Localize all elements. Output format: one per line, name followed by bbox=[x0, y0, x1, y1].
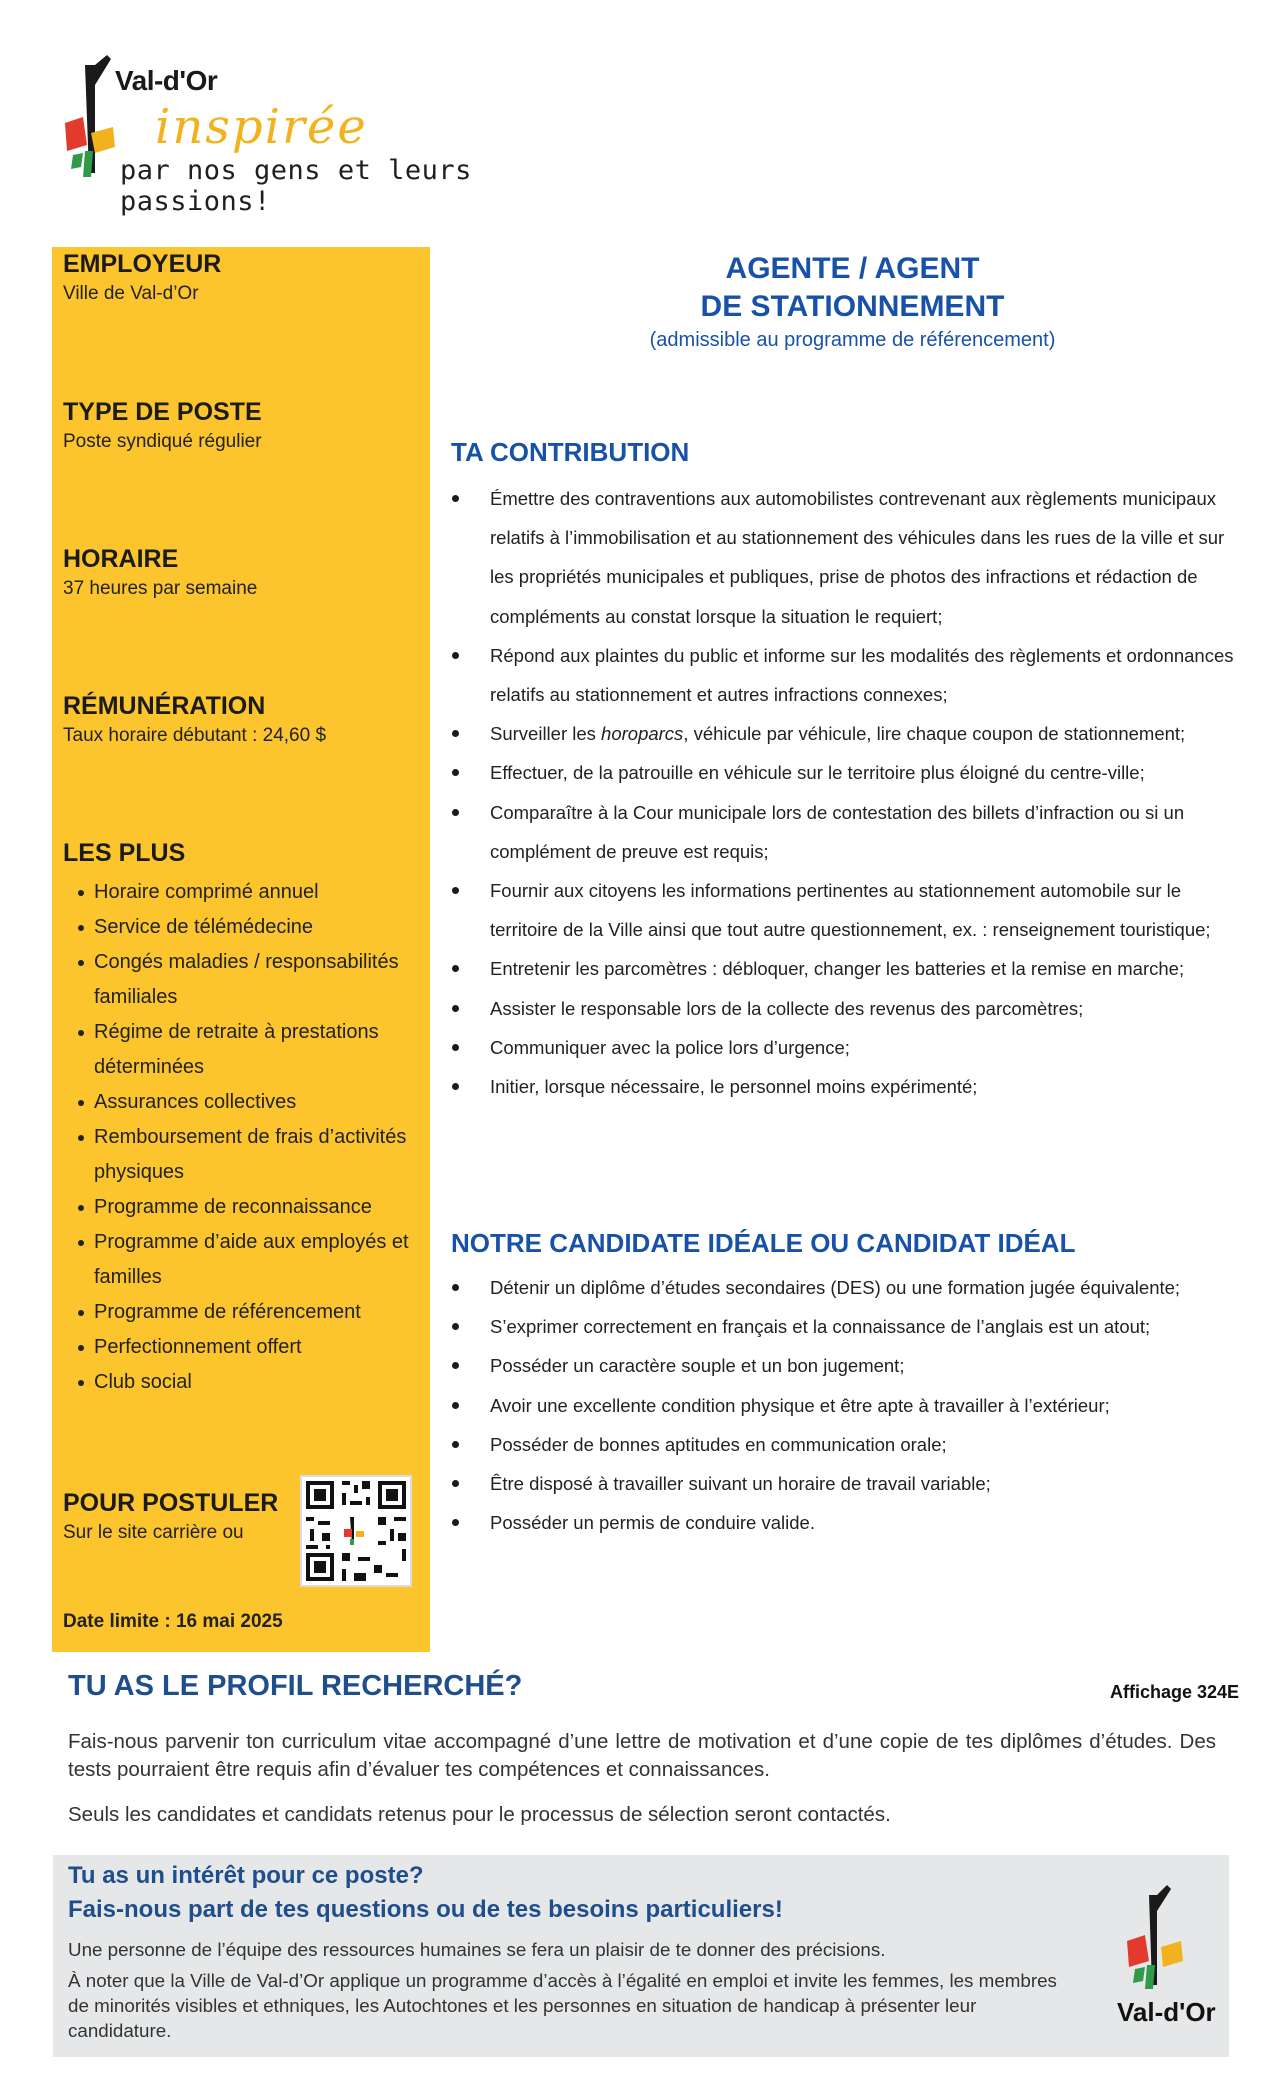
list-item: Programme d’aide aux employés et familles bbox=[63, 1225, 423, 1295]
list-item: Fournir aux citoyens les informations pertinentes au stationnement automobile sur le territoire de la Ville ainsi que tout autre questionnement, ex. : renseignement touristique; bbox=[451, 871, 1241, 949]
list-item: Programme de référencement bbox=[63, 1295, 423, 1330]
contribution-list bbox=[451, 479, 1241, 1106]
interest-text: Une personne de l’équipe des ressources humaines se fera un plaisir de te donner des précisions. bbox=[68, 1939, 886, 1960]
plus-label: LES PLUS bbox=[63, 839, 186, 867]
list-item: S’exprimer correctement en français et la connaissance de l’anglais est un atout; bbox=[451, 1307, 1241, 1346]
list-item: Entretenir les parcomètres : débloquer, changer les batteries et la remise en marche; bbox=[451, 949, 1241, 988]
profile-note: Seuls les candidates et candidats retenus pour le processus de sélection seront contactés. bbox=[68, 1803, 891, 1826]
list-item: Posséder de bonnes aptitudes en communication orale; bbox=[451, 1425, 1241, 1464]
list-item: Répond aux plaintes du public et informe sur les modalités des règlements et ordonnances relatifs au stationnement et autres infractions connexes; bbox=[451, 636, 1241, 714]
posting-number: Affichage 324E bbox=[1110, 1682, 1240, 1702]
list-item: Programme de reconnaissance bbox=[63, 1190, 423, 1225]
list-item: Avoir une excellente condition physique et être apte à travailler à l’extérieur; bbox=[451, 1386, 1241, 1425]
list-item: Assurances collectives bbox=[63, 1085, 423, 1120]
employer-label: EMPLOYEUR bbox=[63, 250, 222, 278]
profile-heading: TU AS LE PROFIL RECHERCHÉ? bbox=[68, 1670, 523, 1702]
brand-name: Val-d'Or bbox=[115, 65, 218, 96]
job-title-line2: DE STATIONNEMENT bbox=[700, 290, 1005, 323]
contribution-heading: TA CONTRIBUTION bbox=[451, 437, 690, 467]
job-title-line1: AGENTE / AGENT bbox=[725, 252, 980, 285]
footer-brand: Val-d'Or bbox=[1117, 1997, 1216, 2027]
schedule-label: HORAIRE bbox=[63, 545, 179, 573]
val-dor-emblem-icon bbox=[1109, 1885, 1199, 1995]
interest-box bbox=[53, 1855, 1229, 2057]
list-item: Surveiller les horoparcs, véhicule par véhicule, lire chaque coupon de stationnement; bbox=[451, 714, 1241, 753]
list-item: Régime de retraite à prestations déterminées bbox=[63, 1015, 423, 1085]
qr-code[interactable] bbox=[300, 1475, 412, 1587]
list-item: Communiquer avec la police lors d’urgence; bbox=[451, 1028, 1241, 1067]
qr-code-icon bbox=[302, 1477, 410, 1585]
job-title-block bbox=[430, 250, 1275, 354]
list-item: Remboursement de frais d’activités physiques bbox=[63, 1120, 423, 1190]
list-item: Horaire comprimé annuel bbox=[63, 875, 423, 910]
list-item: Comparaître à la Cour municipale lors de contestation des billets d’infraction ou si un complément de preuve est requis; bbox=[451, 793, 1241, 871]
employer-value: Ville de Val-d’Or bbox=[63, 283, 199, 304]
apply-label: POUR POSTULER bbox=[63, 1489, 279, 1517]
pay-label: RÉMUNÉRATION bbox=[63, 692, 266, 720]
type-label: TYPE DE POSTE bbox=[63, 398, 262, 426]
list-item: Effectuer, de la patrouille en véhicule sur le territoire plus éloigné du centre-ville; bbox=[451, 753, 1241, 792]
sidebar-panel bbox=[52, 247, 430, 1652]
job-subtitle: (admissible au programme de référencement) bbox=[649, 329, 1056, 351]
ideal-heading: NOTRE CANDIDATE IDÉALE OU CANDIDAT IDÉAL bbox=[451, 1228, 1076, 1258]
interest-subheading: Fais-nous part de tes questions ou de tes besoins particuliers! bbox=[68, 1896, 783, 1923]
list-item: Service de télémédecine bbox=[63, 910, 423, 945]
list-item: Posséder un permis de conduire valide. bbox=[451, 1503, 1241, 1542]
list-item: Détenir un diplôme d’études secondaires (DES) ou une formation jugée équivalente; bbox=[451, 1268, 1241, 1307]
list-item: Assister le responsable lors de la collecte des revenus des parcomètres; bbox=[451, 989, 1241, 1028]
pay-value: Taux horaire débutant : 24,60 $ bbox=[63, 725, 327, 746]
list-item: Congés maladies / responsabilités familiales bbox=[63, 945, 423, 1015]
list-item: Posséder un caractère souple et un bon jugement; bbox=[451, 1346, 1241, 1385]
list-item: Club social bbox=[63, 1365, 423, 1400]
apply-value: Sur le site carrière ou bbox=[63, 1522, 244, 1543]
schedule-value: 37 heures par semaine bbox=[63, 578, 258, 599]
header-logo bbox=[55, 55, 615, 217]
list-item: Perfectionnement offert bbox=[63, 1330, 423, 1365]
footer-logo bbox=[1099, 1885, 1216, 2045]
profile-text: Fais-nous parvenir ton curriculum vitae accompagné d’une lettre de motivation et d’une copie de tes diplômes d’études. Des tests pourraient être requis afin d’évaluer tes compétences et connaissances. bbox=[68, 1730, 1216, 1781]
benefits-list bbox=[63, 875, 423, 1400]
slogan: inspirée bbox=[155, 99, 368, 155]
list-item: Émettre des contraventions aux automobilistes contrevenant aux règlements municipaux relatifs à l’immobilisation et au stationnement des véhicules dans les rues de la ville et sur les propriétés municipales et publiques, prise de photos des infractions et rédaction de compléments au constat lorsque la situation le requiert; bbox=[451, 479, 1241, 636]
tagline: par nos gens et leurs passions! bbox=[120, 155, 472, 217]
equal-opportunity-text: À noter que la Ville de Val-d’Or applique un programme d’accès à l’égalité en emploi et invite les femmes, les membres de minorités visibles et ethniques, les Autochtones et les personnes en situation de handicap à présenter leur candidature. bbox=[68, 1970, 1057, 2041]
list-item: Être disposé à travailler suivant un horaire de travail variable; bbox=[451, 1464, 1241, 1503]
type-value: Poste syndiqué régulier bbox=[63, 431, 262, 452]
list-item: Initier, lorsque nécessaire, le personnel moins expérimenté; bbox=[451, 1067, 1241, 1106]
ideal-list bbox=[451, 1268, 1241, 1542]
interest-heading: Tu as un intérêt pour ce poste? bbox=[68, 1862, 424, 1889]
deadline: Date limite : 16 mai 2025 bbox=[63, 1611, 283, 1632]
